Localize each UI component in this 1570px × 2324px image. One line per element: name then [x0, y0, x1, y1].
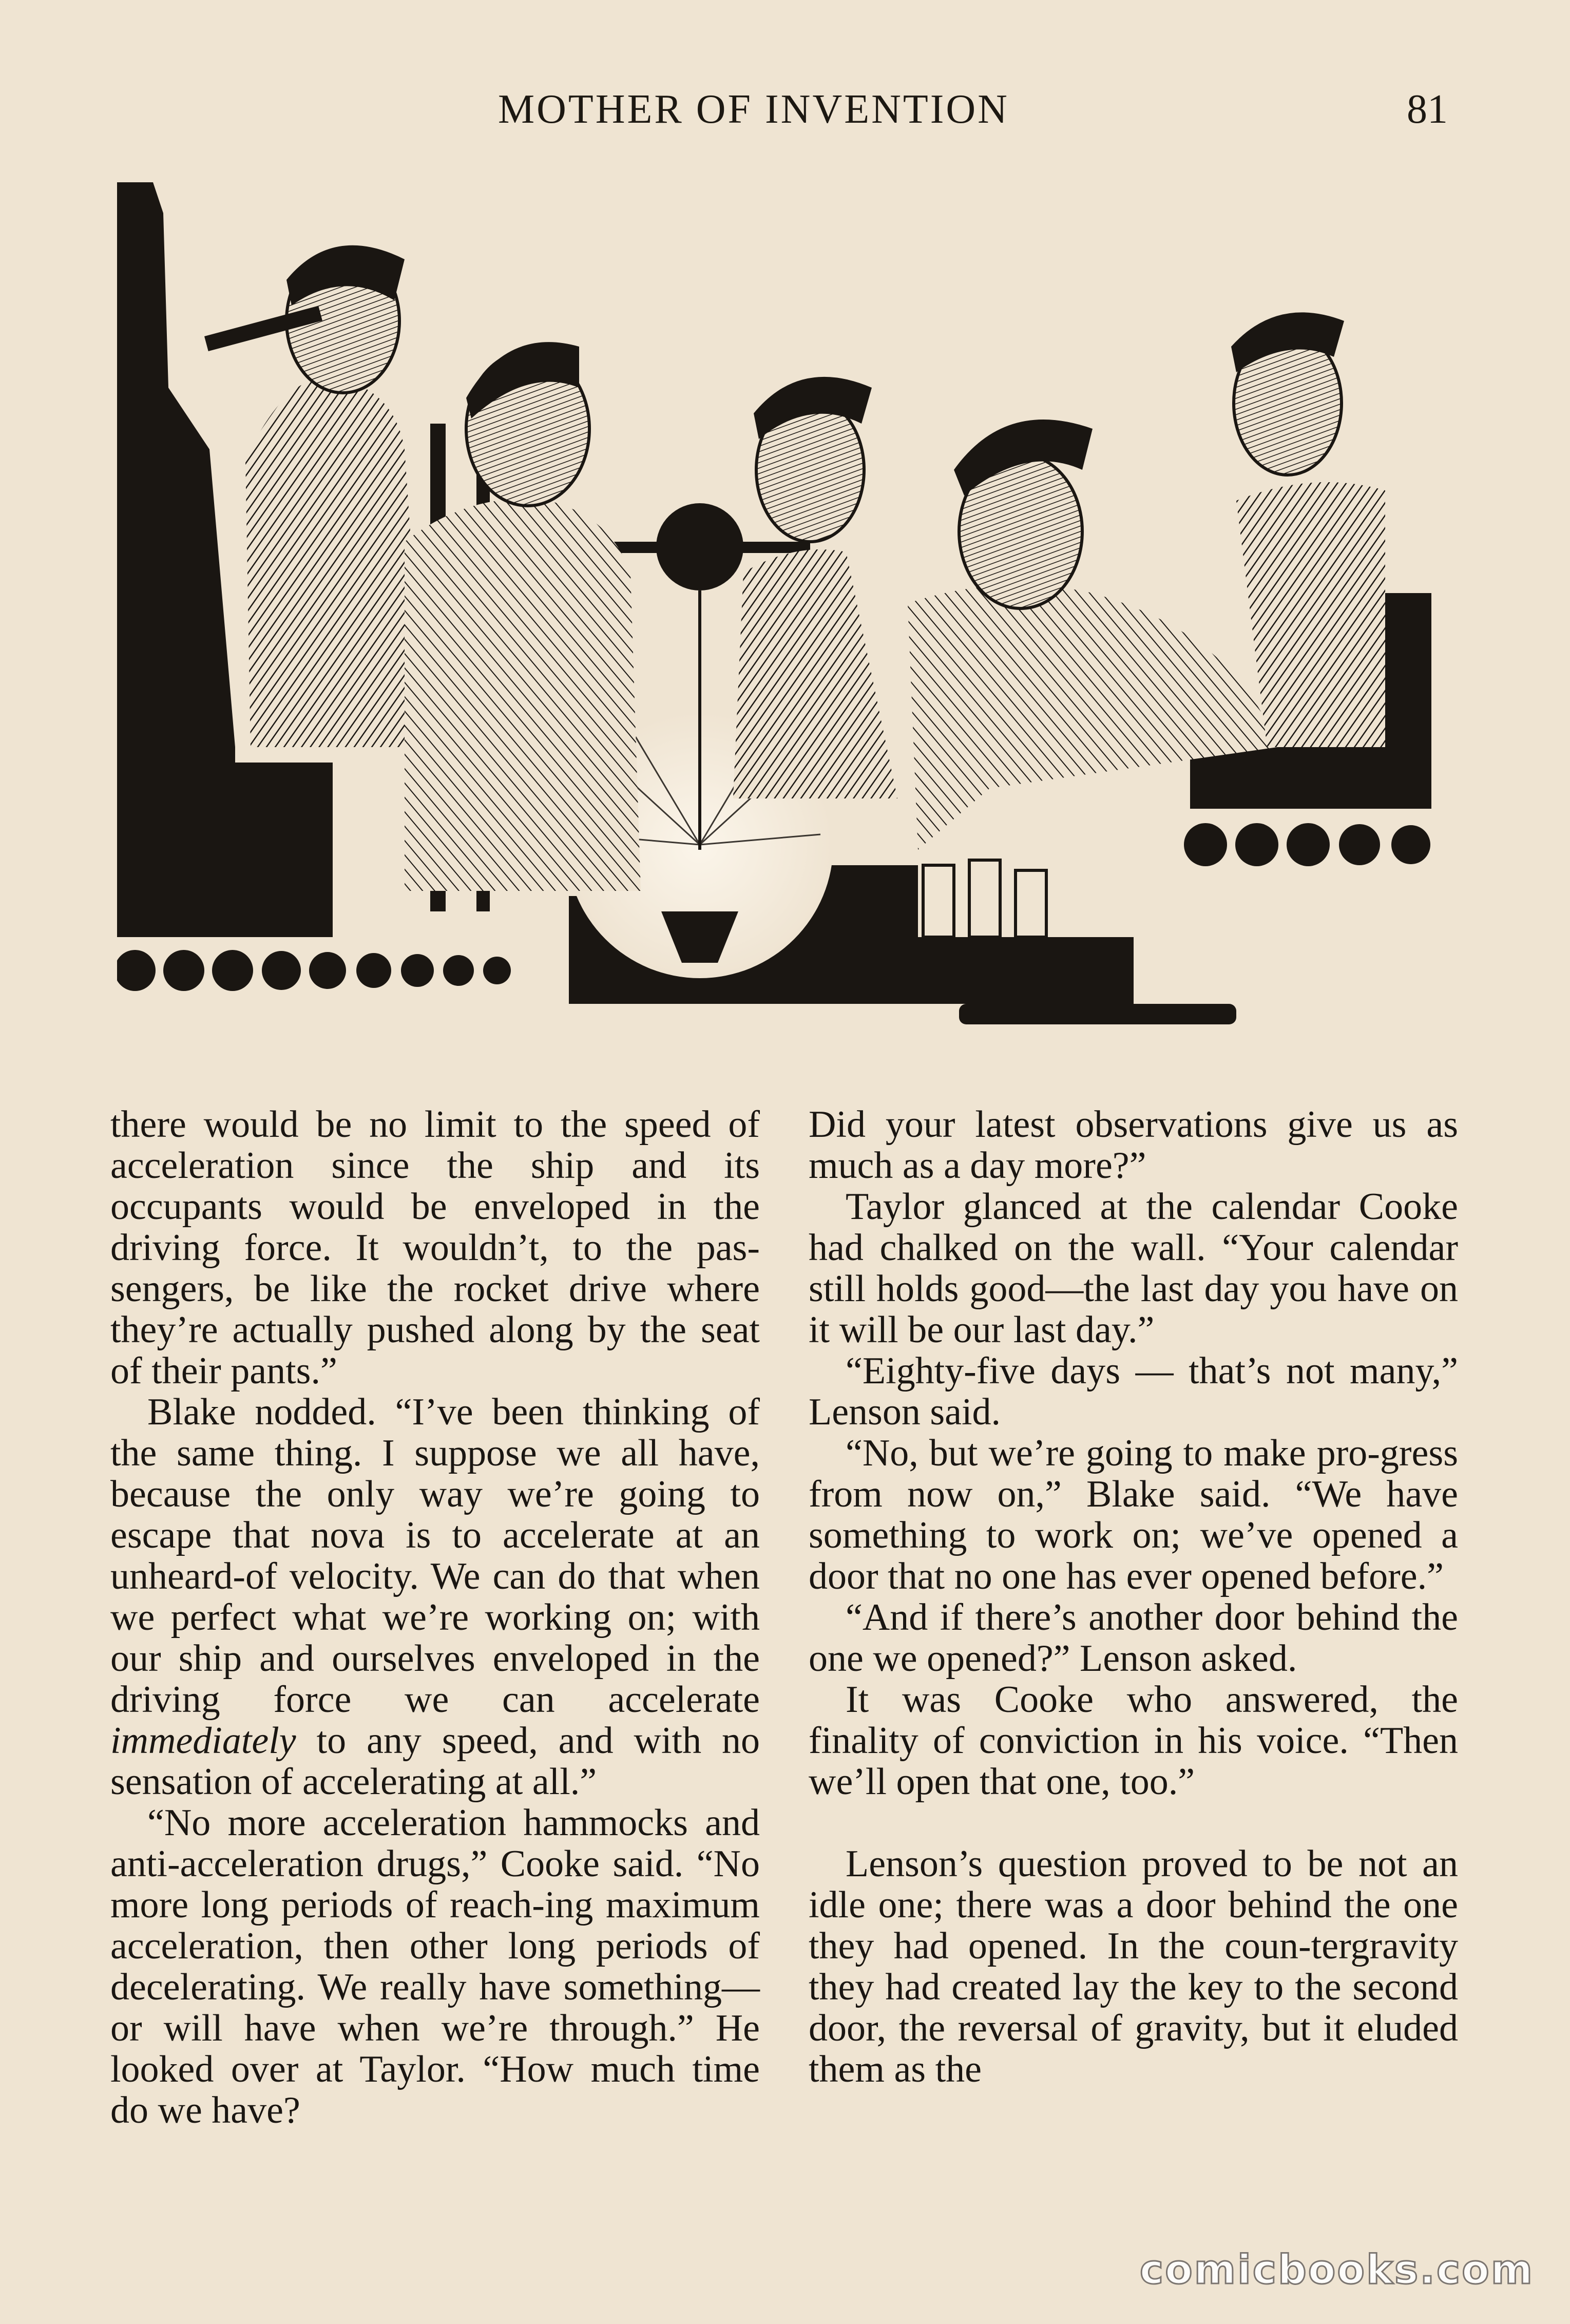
paragraph: “And if there’s another door behind the one we opened?” Lenson asked.	[809, 1596, 1458, 1680]
site-watermark: comicbooks.com	[1139, 2247, 1534, 2293]
paragraph: Taylor glanced at the calendar Cooke had chalked on the wall. “Your calendar still holds good—the last day you have on it will be our last day.”	[809, 1186, 1458, 1351]
paragraph: Blake nodded. “I’ve been thinking of the same thing. I suppose we all have, because the only way we’re going to escape that nova is to accelerate at an unheard-of velocity. We can do that when we perfect what we’re working on; with our ship and ourselves enveloped in the driving force we can accelerate immediately to any speed, and with no sensation of accelerating at all.”	[110, 1391, 760, 1803]
page-number: 81	[1407, 87, 1448, 132]
text-column-right	[809, 1104, 1458, 2090]
text-column-left	[110, 1104, 760, 2131]
paragraph: “Eighty-five days — that’s not many,” Lenson said.	[809, 1350, 1458, 1433]
paragraph: “No, but we’re going to make pro-gress from now on,” Blake said. “We have something to work on; we’ve opened a door that no one has ever opened before.”	[809, 1432, 1458, 1597]
paragraph: It was Cooke who answered, the finality of conviction in his voice. “Then we’ll open that one, too.”	[809, 1679, 1458, 1803]
paragraph: there would be no limit to the speed of acceleration since the ship and its occupants would be enveloped in the driving force. It wouldn’t, to the pas-sengers, be like the rocket drive where they’re actually pushed along by the seat of their pants.”	[110, 1103, 760, 1392]
men-around-experiment-illustration	[117, 182, 1442, 1030]
paragraph: “No more acceleration hammocks and anti-acceleration drugs,” Cooke said. “No more long periods of reach-ing maximum acceleration, then other long periods of decelerating. We really have something—or will have when we’re through.” He looked over at Taylor. “How much time do we have?	[110, 1802, 760, 2131]
paragraph: Did your latest observations give us as much as a day more?”	[809, 1103, 1458, 1187]
running-title: MOTHER OF INVENTION	[498, 87, 1009, 132]
paragraph: Lenson’s question proved to be not an idle one; there was a door behind the one they had opened. In the coun-tergravity they had created lay the key to the second door, the reversal of gravity, but it eluded them as the	[809, 1843, 1458, 2090]
